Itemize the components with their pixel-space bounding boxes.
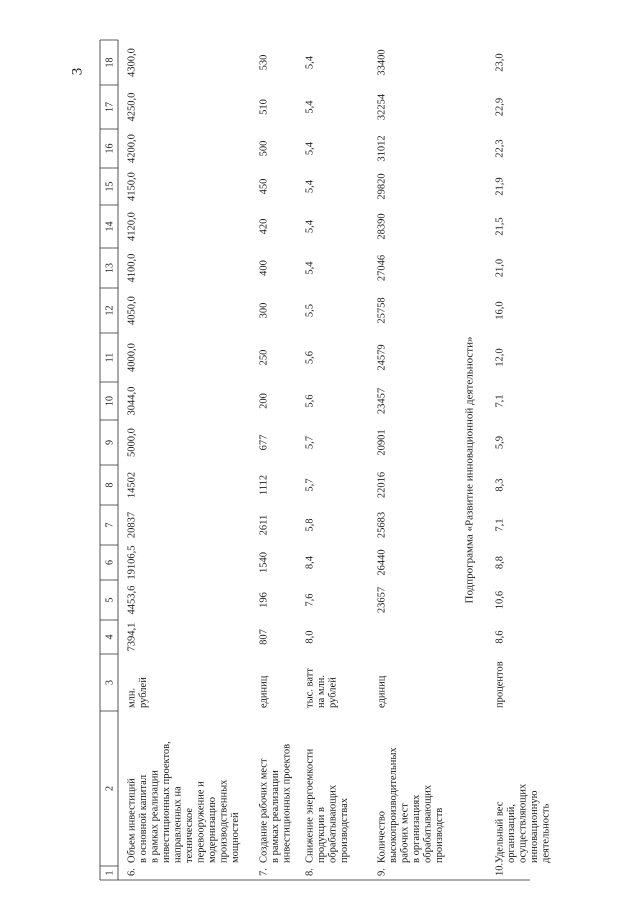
row-unit-line: рублей — [137, 677, 149, 708]
value-cell: 20901 — [376, 429, 388, 456]
value-cell: 4250,0 — [126, 92, 138, 122]
value-cell: 300 — [258, 302, 270, 319]
row-name-line: производств — [433, 807, 445, 863]
header-cell: 12 — [104, 305, 116, 316]
value-cell: 33400 — [376, 49, 388, 76]
value-cell: 677 — [258, 434, 270, 451]
header-cell: 15 — [104, 181, 116, 192]
value-cell: 7,1 — [494, 518, 506, 532]
value-cell: 23657 — [376, 586, 388, 614]
row-name-line: инновационную — [528, 790, 540, 863]
value-cell: 21,9 — [494, 177, 506, 196]
value-cell: 29820 — [376, 173, 388, 200]
row-name-line: Количество — [376, 810, 388, 863]
value-cell: 21,0 — [494, 258, 506, 278]
header-cell: 14 — [104, 221, 116, 232]
value-cell: 2611 — [258, 514, 270, 536]
value-cell: 7,6 — [304, 593, 316, 607]
row-name-line: деятельность — [540, 803, 552, 863]
header-cell: 5 — [104, 597, 116, 603]
row-name-line: техническое — [183, 807, 195, 863]
row-number: 7. — [258, 868, 270, 876]
row-number: 8. — [304, 868, 316, 876]
value-cell: 7,1 — [494, 394, 506, 408]
row-unit-line: млн. — [126, 687, 138, 708]
header-cell: 10 — [104, 396, 116, 406]
value-cell: 400 — [258, 260, 270, 276]
value-cell: 14502 — [126, 471, 138, 499]
row-name-line: рабочих мест — [399, 803, 411, 863]
row-unit-line: на млн. — [315, 674, 327, 708]
value-cell: 27046 — [376, 254, 388, 282]
table-content — [104, 48, 551, 876]
value-cell: 8,0 — [304, 630, 316, 644]
row-unit-line: процентов — [494, 661, 506, 708]
value-cell: 8,3 — [494, 478, 506, 492]
value-cell: 450 — [258, 178, 270, 195]
row-name-line: Создание рабочих мест — [258, 758, 270, 863]
value-cell: 250 — [258, 349, 270, 366]
value-cell: 8,6 — [494, 630, 506, 644]
value-cell: 22,9 — [494, 97, 506, 117]
row-name-line: производствах — [338, 797, 350, 863]
header-cell: 17 — [104, 102, 116, 112]
value-cell: 4000,0 — [126, 343, 138, 372]
value-cell: 530 — [258, 54, 270, 71]
header-cell: 11 — [104, 352, 116, 363]
value-cell: 28390 — [376, 213, 388, 240]
value-cell: 500 — [258, 140, 270, 157]
row-name-line: осуществляющих — [517, 783, 529, 863]
header-cell: 1 — [104, 870, 116, 876]
value-cell: 807 — [258, 629, 270, 645]
value-cell: 24579 — [376, 344, 388, 371]
row-number: 9. — [376, 868, 388, 876]
value-cell: 5,4 — [304, 261, 316, 275]
value-cell: 26440 — [376, 549, 388, 576]
value-cell: 16,0 — [494, 301, 506, 320]
value-cell: 5,7 — [304, 478, 316, 492]
value-cell: 23,0 — [494, 53, 506, 72]
value-cell: 4050,0 — [126, 296, 138, 325]
header-cell: 8 — [104, 482, 116, 488]
row-unit-line: рублей — [327, 677, 339, 708]
row-number: 10. — [494, 862, 506, 876]
row-name-line: в рамках реализации — [149, 770, 161, 863]
row-name-line: производственных — [218, 779, 230, 863]
value-cell: 5,9 — [494, 435, 506, 450]
value-cell: 10,6 — [494, 590, 506, 610]
header-cell: 13 — [104, 263, 116, 273]
value-cell: 4100,0 — [126, 253, 138, 283]
row-name-line: в основной капитал — [137, 774, 149, 863]
row-name-line: инвестиционных проектов, — [160, 741, 172, 863]
row-number: 6. — [126, 868, 138, 876]
header-cell: 16 — [104, 143, 116, 154]
row-name-line: высокопроизводительных — [387, 747, 399, 863]
row-name-line: Объем инвестиций — [126, 778, 138, 863]
value-cell: 5,8 — [304, 518, 316, 532]
header-cell: 9 — [104, 440, 116, 445]
row-name-line: продукции в — [315, 807, 327, 863]
row-name-line: обрабатывающих — [422, 784, 434, 863]
row-unit-line: единиц — [376, 675, 388, 708]
row-name-line: обрабатывающих — [327, 784, 339, 863]
value-cell: 4150,0 — [126, 172, 138, 201]
row-unit-line: единиц — [258, 675, 270, 708]
row-name-line: в рамках реализации — [269, 770, 281, 863]
value-cell: 1112 — [258, 474, 270, 496]
header-cell: 4 — [104, 634, 116, 640]
value-cell: 32254 — [376, 93, 388, 121]
value-cell: 8,8 — [494, 555, 506, 570]
header-cell: 7 — [104, 522, 116, 528]
value-cell: 25683 — [376, 511, 388, 539]
value-cell: 5,6 — [304, 394, 316, 408]
value-cell: 12,0 — [494, 348, 506, 367]
row-name-line: организаций, — [505, 804, 517, 863]
value-cell: 23457 — [376, 387, 388, 415]
value-cell: 5,4 — [304, 55, 316, 70]
row-name-line: в организациях — [410, 794, 422, 863]
value-cell: 4300,0 — [126, 48, 138, 77]
row-name-line: Снижение энергоемкости — [304, 748, 316, 863]
value-cell: 5,5 — [304, 303, 316, 318]
header-cell: 6 — [104, 560, 116, 565]
page-number: 3 — [69, 67, 86, 76]
value-cell: 8,4 — [304, 555, 316, 570]
row-name-line: мощностей — [229, 812, 241, 863]
row-name-line: перевооружение и — [195, 781, 207, 863]
value-cell: 7394,1 — [126, 622, 138, 652]
row-name-line: направленных на — [172, 786, 184, 863]
value-cell: 196 — [258, 592, 270, 608]
row-name-line: Удельный вес — [494, 801, 506, 863]
value-cell: 22,3 — [494, 139, 506, 158]
value-cell: 510 — [258, 99, 270, 115]
header-cell: 2 — [104, 786, 116, 791]
value-cell: 200 — [258, 393, 270, 409]
value-cell: 4453,6 — [126, 585, 138, 615]
value-cell: 19106,5 — [126, 545, 138, 580]
value-cell: 5,4 — [304, 141, 316, 156]
value-cell: 25758 — [376, 297, 388, 324]
row-name-line: модернизацию — [206, 797, 218, 863]
value-cell: 22016 — [376, 471, 388, 499]
value-cell: 420 — [258, 218, 270, 235]
value-cell: 31012 — [376, 135, 388, 162]
header-cell: 18 — [104, 57, 116, 68]
value-cell: 5,7 — [304, 435, 316, 450]
value-cell: 5,4 — [304, 179, 316, 194]
value-cell: 5,4 — [304, 219, 316, 234]
value-cell: 4200,0 — [126, 134, 138, 163]
value-cell: 21,5 — [494, 217, 506, 236]
value-cell: 5,6 — [304, 350, 316, 365]
value-cell: 1540 — [258, 552, 270, 573]
value-cell: 3044,0 — [126, 386, 138, 416]
value-cell: 20837 — [126, 511, 138, 539]
subprogram-title: Подпрограмма «Развитие инновационной деятельности» — [463, 336, 476, 604]
value-cell: 5,4 — [304, 100, 316, 114]
value-cell: 5000,0 — [126, 428, 138, 457]
value-cell: 4120,0 — [126, 212, 138, 241]
header-cell: 3 — [104, 680, 116, 685]
row-name-line: инвестиционных проектов — [281, 743, 293, 863]
row-unit-line: тыс. ватт — [304, 668, 316, 708]
